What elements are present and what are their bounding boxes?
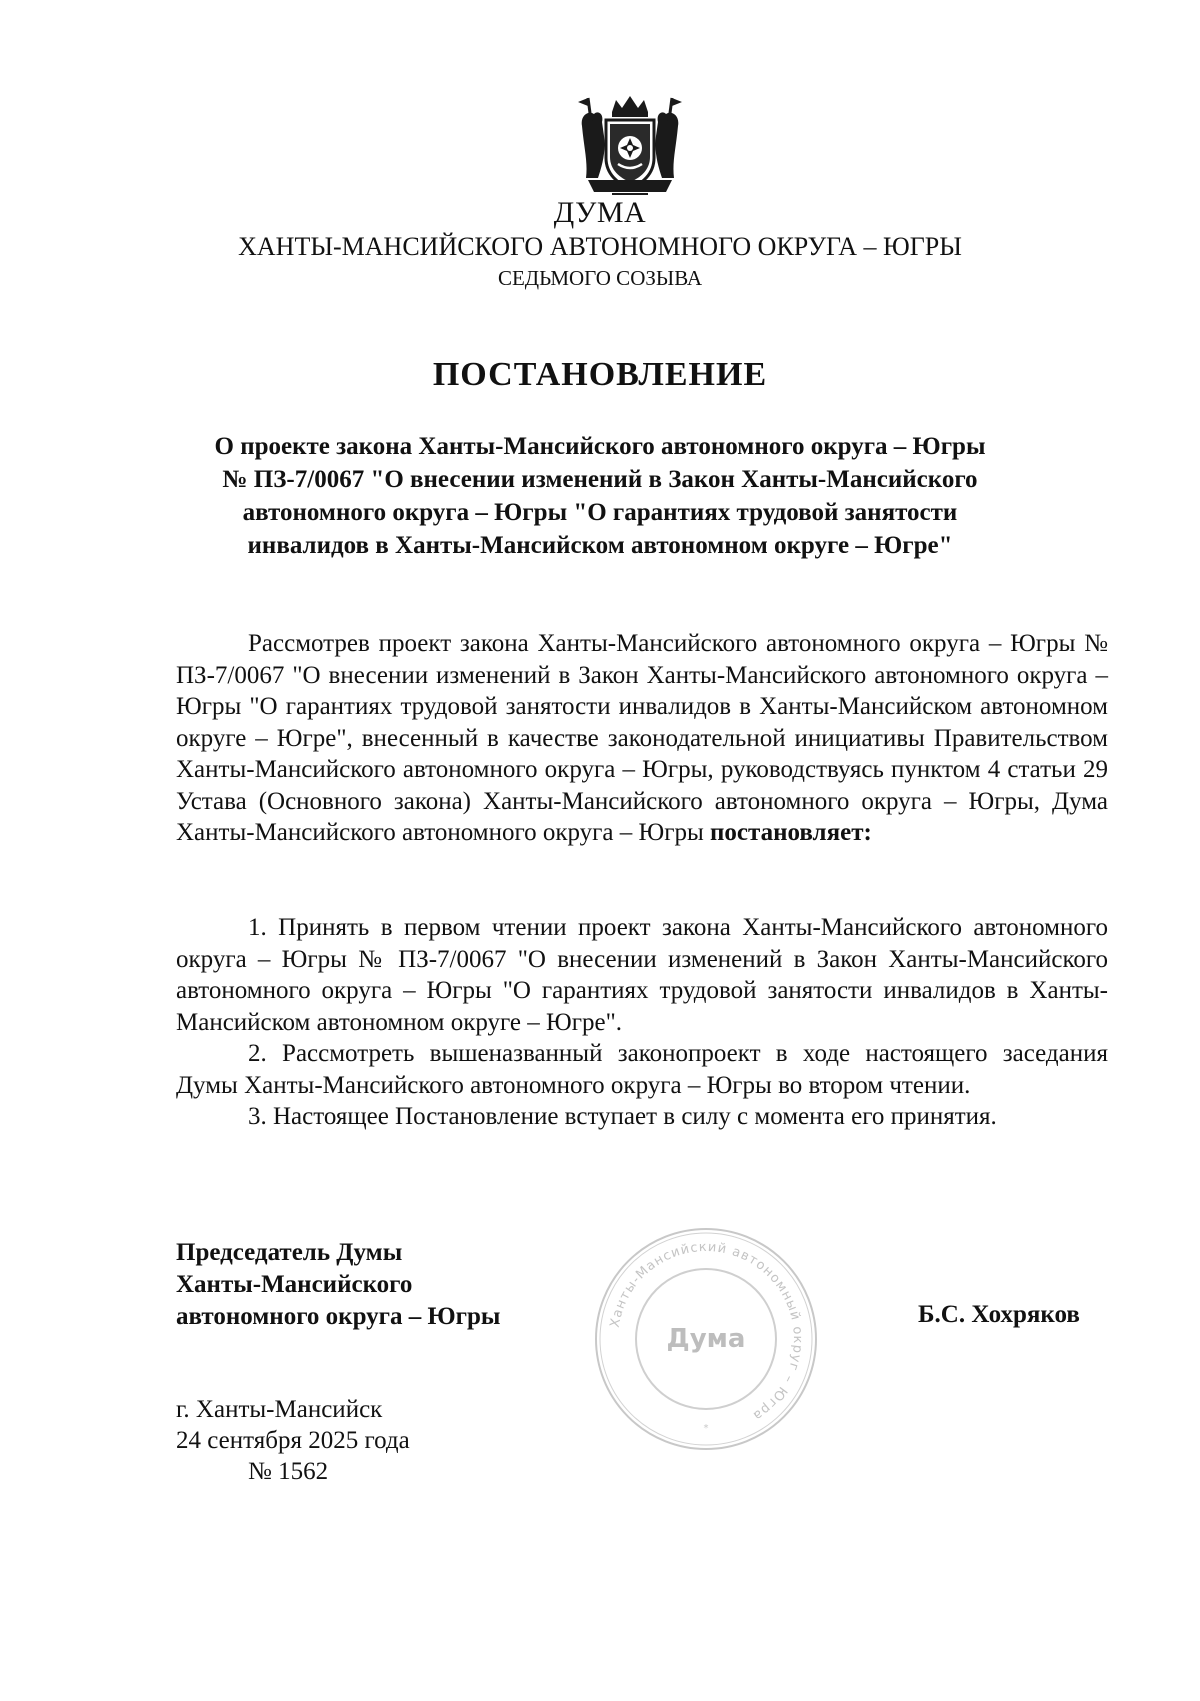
date: 24 сентября 2025 года <box>176 1427 410 1454</box>
preamble-text: Рассмотрев проект закона Ханты-Мансийского автономного округа – Югры № ПЗ-7/0067 "О внесении изменений в Закон Ханты-Мансийского автономного округа – Югры "О гарантиях трудовой занятости инвалидов в Ханты-Мансийском автономном округе – Югре", внесенный в качестве законодательной инициативы Правительством Ханты-Мансийского автономного округа – Югры, руководствуясь пунктом 4 статьи 29 Устава (Основного закона) Ханты-Мансийского автономного округа – Югры, Дума Ханты-Мансийского автономного округа – Югры <box>176 630 1108 846</box>
seal-ring-text: Ханты-Мансийский автономный округ – Югра <box>607 1239 806 1424</box>
document-type: ПОСТАНОВЛЕНИЕ <box>432 356 768 393</box>
svg-text:*: * <box>703 1423 709 1434</box>
organization-region: ХАНТЫ-МАНСИЙСКОГО АВТОНОМНОГО ОКРУГА – ЮГРЫ <box>238 232 962 261</box>
coat-of-arms-icon <box>578 92 682 200</box>
organization-name: ДУМА <box>553 196 647 229</box>
document-number: № 1562 <box>248 1458 329 1485</box>
resolution-item: 1. Принять в первом чтении проект закона Ханты-Мансийского автономного округа – Югры № ПЗ-7/0067 "О внесении изменений в Закон Ханты-Мансийского автономного округа – Югры "О гарантиях трудовой занятости инвалидов в Ханты-Мансийском автономном округе – Югре". <box>176 914 1108 1036</box>
signatory-position <box>176 1237 500 1333</box>
signatory-position-line: автономного округа – Югры <box>176 1303 501 1330</box>
resolution-items <box>176 912 1108 1133</box>
resolves-keyword: постановляет: <box>710 819 872 846</box>
place: г. Ханты-Мансийск <box>176 1396 383 1423</box>
preamble-paragraph <box>176 628 1108 849</box>
resolution-item: 3. Настоящее Постановление вступает в силу с момента его принятия. <box>248 1103 997 1130</box>
signatory-name: Б.С. Хохряков <box>918 1301 1080 1328</box>
convocation: СЕДЬМОГО СОЗЫВА <box>497 266 703 290</box>
place-date-block <box>176 1394 410 1487</box>
document-title: О проекте закона Ханты-Мансийского автономного округа – Югры № ПЗ-7/0067 "О внесении изменений в Закон Ханты-Мансийского автономного округа – Югры "О гарантиях трудовой занятости инвалидов в Ханты-Мансийском автономном округе – Югре" <box>214 433 986 559</box>
preamble-block <box>176 628 1108 849</box>
signatory-position-line: Ханты-Мансийского <box>176 1271 413 1298</box>
seal-center-text: Дума <box>666 1324 746 1354</box>
official-seal-icon <box>592 1225 820 1453</box>
resolution-item: 2. Рассмотреть вышеназванный законопроект в ходе настоящего заседания Думы Ханты-Мансийского автономного округа – Югры во втором чтении. <box>176 1040 1108 1099</box>
signatory-position-line: Председатель Думы <box>176 1239 403 1266</box>
